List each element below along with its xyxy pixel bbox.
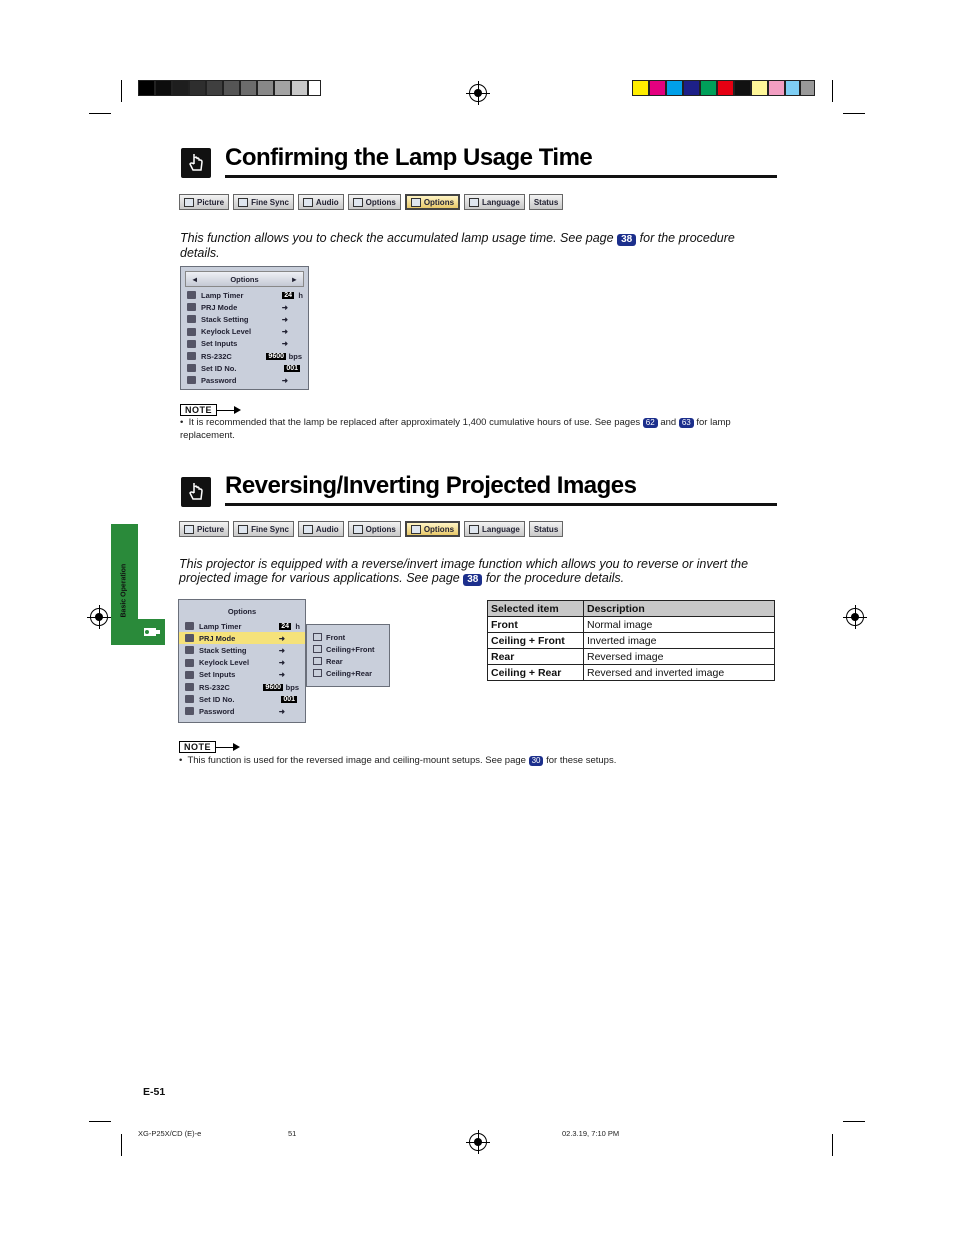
prj-mode-table bbox=[487, 600, 775, 681]
projector-icon bbox=[138, 619, 165, 645]
page-ref-badge[interactable]: 38 bbox=[463, 574, 482, 586]
footer-page: 51 bbox=[288, 1129, 297, 1138]
prj-mode-submenu bbox=[306, 624, 390, 687]
menu-row-lamp-timer: Lamp Timer 24 h bbox=[179, 620, 305, 632]
tab-options-selected[interactable]: Options bbox=[405, 194, 460, 210]
picture-icon bbox=[184, 198, 194, 207]
picture-icon bbox=[184, 525, 194, 534]
options-icon bbox=[411, 198, 421, 207]
table-row: Rear Reversed image bbox=[488, 649, 775, 665]
section1-intro: This function allows you to check the accumulated lamp usage time. See page 38 for the procedure details. bbox=[180, 231, 735, 260]
tab-status[interactable]: Status bbox=[529, 521, 563, 537]
section2-note: • This function is used for the reversed image and ceiling-mount setups. See page 30 for these setups. bbox=[179, 755, 617, 766]
fine-sync-icon bbox=[238, 198, 248, 207]
tab-language[interactable]: Language bbox=[464, 521, 525, 537]
menu-row-prj-mode-highlighted: PRJ Mode ➜ bbox=[179, 632, 305, 644]
tab-options[interactable]: Options bbox=[348, 194, 401, 210]
registration-mark-top bbox=[469, 84, 487, 102]
menu-row-prj-mode: PRJ Mode ➜ bbox=[181, 301, 308, 313]
options-icon bbox=[353, 525, 363, 534]
table-row: Front Normal image bbox=[488, 617, 775, 633]
speech-bubble-icon bbox=[469, 525, 479, 534]
tab-status[interactable]: Status bbox=[529, 194, 563, 210]
tab-options-selected[interactable]: Options bbox=[405, 521, 460, 537]
speaker-icon bbox=[303, 198, 313, 207]
tab-options[interactable]: Options bbox=[348, 521, 401, 537]
arrow-right-icon: ► bbox=[290, 274, 298, 284]
submenu-item-ceiling-rear: Ceiling+Rear bbox=[307, 667, 389, 679]
section-title-lamp-usage: Confirming the Lamp Usage Time bbox=[225, 144, 593, 171]
registration-mark-left bbox=[90, 608, 108, 626]
menu-header: ◄ Options ► bbox=[185, 271, 304, 287]
page-ref-badge[interactable]: 63 bbox=[679, 418, 694, 428]
tab-fine-sync[interactable]: Fine Sync bbox=[233, 194, 294, 210]
menu-tab-bar bbox=[179, 521, 563, 537]
table-header-row bbox=[488, 601, 775, 617]
fine-sync-icon bbox=[238, 525, 248, 534]
note-label: NOTE bbox=[179, 741, 238, 753]
arrow-left-icon: ◄ bbox=[191, 274, 199, 284]
page-number: E-51 bbox=[143, 1086, 166, 1098]
menu-row-set-inputs: Set Inputs ➜ bbox=[179, 669, 305, 681]
tab-picture[interactable]: Picture bbox=[179, 194, 229, 210]
table-header: Selected item bbox=[488, 601, 584, 617]
tab-audio[interactable]: Audio bbox=[298, 521, 344, 537]
options-icon bbox=[353, 198, 363, 207]
page-ref-badge[interactable]: 62 bbox=[643, 418, 658, 428]
chapter-side-tab bbox=[111, 524, 165, 645]
menu-tab-bar bbox=[179, 194, 563, 210]
section-rule bbox=[225, 503, 777, 506]
footer-file-name: XG-P25X/CD (E)-e bbox=[138, 1129, 202, 1138]
section1-note: • It is recommended that the lamp be replaced after approximately 1,400 cumulative hours of use. See pages 62 and 63 for lamp replacement. bbox=[180, 417, 731, 441]
submenu-item-rear: Rear bbox=[307, 655, 389, 667]
menu-row-lamp-timer: Lamp Timer 24 h bbox=[181, 289, 308, 301]
section2-intro: This projector is equipped with a reverse/invert image function which allows you to reverse or invert the projected image for various applications. See page 38 for the procedure details. bbox=[179, 557, 749, 585]
page-ref-badge[interactable]: 30 bbox=[529, 756, 544, 766]
menu-row-rs232c: RS-232C 9600 bps bbox=[179, 681, 305, 693]
menu-row-set-id: Set ID No. 001 bbox=[179, 693, 305, 705]
registration-mark-bottom bbox=[469, 1133, 487, 1151]
tab-fine-sync[interactable]: Fine Sync bbox=[233, 521, 294, 537]
options-menu-screenshot bbox=[180, 266, 309, 390]
options-menu-screenshot-prj-mode bbox=[178, 599, 306, 723]
menu-row-password: Password ➜ bbox=[179, 705, 305, 717]
hand-pointer-icon bbox=[181, 477, 211, 507]
menu-row-stack-setting: Stack Setting ➜ bbox=[181, 313, 308, 325]
section-title-reversing: Reversing/Inverting Projected Images bbox=[225, 472, 637, 499]
menu-row-keylock-level: Keylock Level ➜ bbox=[181, 326, 308, 338]
table-header: Description bbox=[584, 601, 775, 617]
page-ref-badge[interactable]: 38 bbox=[617, 234, 636, 246]
tab-language[interactable]: Language bbox=[464, 194, 525, 210]
submenu-item-front: Front bbox=[307, 631, 389, 643]
tab-picture[interactable]: Picture bbox=[179, 521, 229, 537]
section-rule bbox=[225, 175, 777, 178]
note-label: NOTE bbox=[180, 404, 239, 416]
chapter-label: Basic Operation bbox=[120, 563, 128, 618]
speaker-icon bbox=[303, 525, 313, 534]
hand-pointer-icon bbox=[181, 148, 211, 178]
tab-audio[interactable]: Audio bbox=[298, 194, 344, 210]
options-icon bbox=[411, 525, 421, 534]
registration-mark-right bbox=[846, 608, 864, 626]
speech-bubble-icon bbox=[469, 198, 479, 207]
menu-row-set-inputs: Set Inputs ➜ bbox=[181, 338, 308, 350]
submenu-item-ceiling-front: Ceiling+Front bbox=[307, 643, 389, 655]
menu-row-stack-setting: Stack Setting ➜ bbox=[179, 644, 305, 656]
table-row: Ceiling + Front Inverted image bbox=[488, 633, 775, 649]
menu-row-keylock-level: Keylock Level ➜ bbox=[179, 657, 305, 669]
footer-timestamp: 02.3.19, 7:10 PM bbox=[562, 1129, 620, 1138]
menu-row-password: Password ➜ bbox=[181, 374, 308, 386]
menu-row-rs232c: RS-232C 9600 bps bbox=[181, 350, 308, 362]
menu-header: Options bbox=[227, 606, 257, 616]
table-row: Ceiling + Rear Reversed and inverted image bbox=[488, 665, 775, 681]
menu-row-set-id: Set ID No. 001 bbox=[181, 362, 308, 374]
